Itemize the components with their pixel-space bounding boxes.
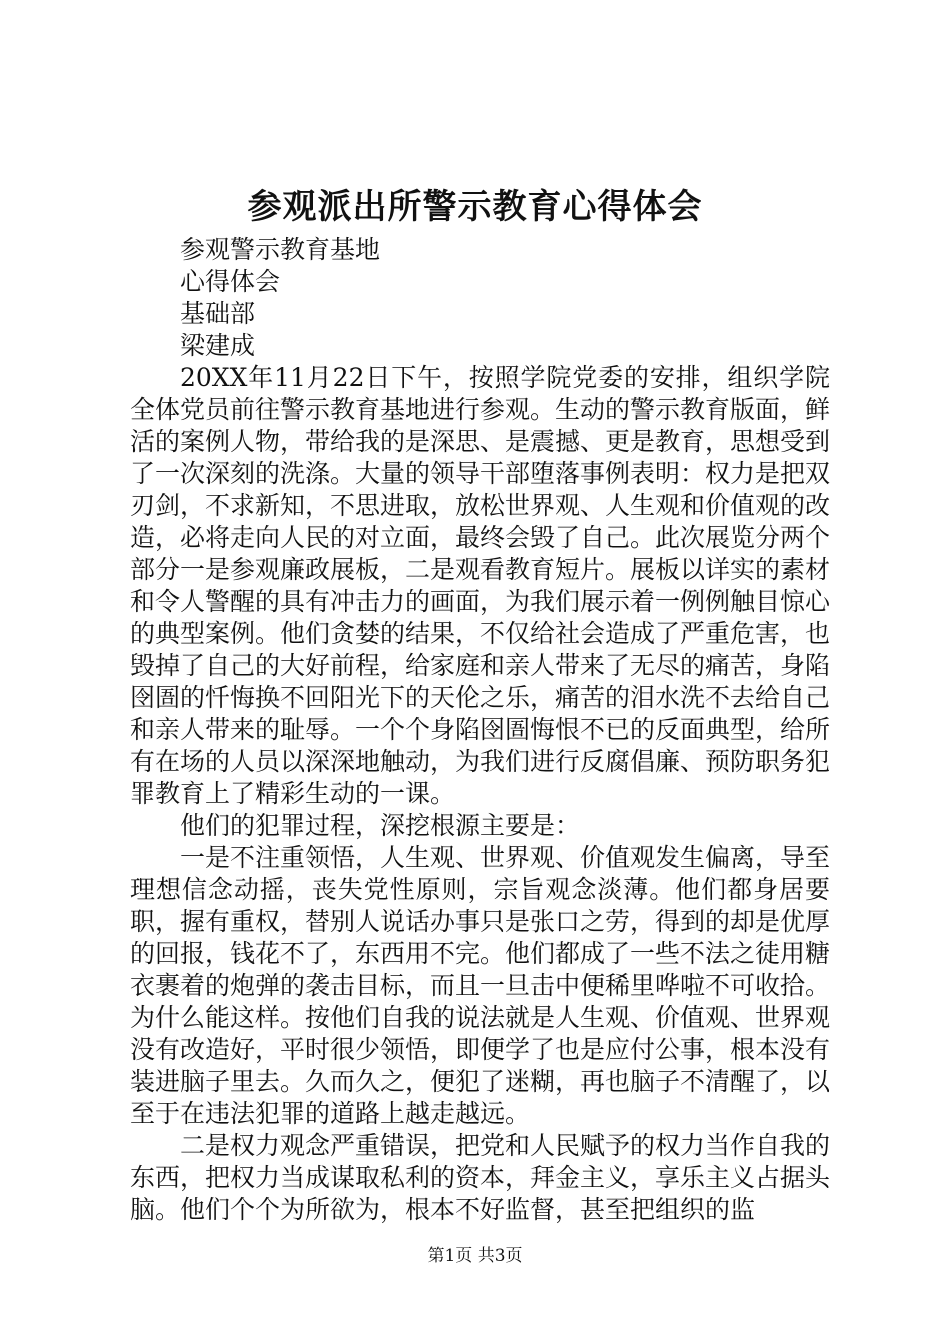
subtitle-line: 参观警示教育基地 (180, 235, 381, 264)
page-footer: 第1页 共3页 (427, 1246, 523, 1266)
author-line: 梁建成 (180, 331, 256, 360)
body-paragraph: 一是不注重领悟，人生观、世界观、价值观发生偏离，导至理想信念动摇，丧失党性原则，宗旨观念淡薄。他们都身居要职，握有重权，替别人说话办事只是张口之劳，得到的却是优厚的回报，钱花不了，东西用不完。他们都成了一些不法之徒用糖衣裹着的炮弹的袭击目标，而且一旦击中便稀里哗啦不可收拾。为什么能这样。按他们自我的说法就是人生观、价值观、世界观没有改造好，平时很少领悟，即便学了也是应付公事，根本没有装进脑子里去。久而久之，便犯了迷糊，再也脑子不清醒了，以至于在违法犯罪的道路上越走越远。 (130, 843, 831, 1128)
page-title: 参观派出所警示教育心得体会 (247, 187, 703, 227)
body-paragraph: 20XX年11月22日下午，按照学院党委的安排，组织学院全体党员前往警示教育基地进行参观。生动的警示教育版面，鲜活的案例人物，带给我的是深思、是震撼、更是教育，思想受到了一次深刻的洗涤。大量的领导干部堕落事例表明：权力是把双刃剑，不求新知，不思进取，放松世界观、人生观和价值观的改造，必将走向人民的对立面，最终会毁了自己。此次展览分两个部分一是参观廉政展板，二是观看教育短片。展板以详实的素材和令人警醒的具有冲击力的画面，为我们展示着一例例触目惊心的典型案例。他们贪婪的结果，不仅给社会造成了严重危害，也毁掉了自己的大好前程，给家庭和亲人带来了无尽的痛苦，身陷囹圄的忏悔换不回阳光下的天伦之乐，痛苦的泪水洗不去给自己和亲人带来的耻辱。一个个身陷囹圄悔恨不已的反面典型，给所有在场的人员以深深地触动，为我们进行反腐倡廉、预防职务犯罪教育上了精彩生动的一课。 (130, 363, 831, 808)
subtitle-line: 心得体会 (180, 267, 281, 296)
body-paragraph: 二是权力观念严重错误，把党和人民赋予的权力当作自我的东西，把权力当成谋取私利的资本，拜金主义，享乐主义占据头脑。他们个个为所欲为，根本不好监督，甚至把组织的监 (130, 1131, 831, 1224)
document-body (130, 234, 830, 1226)
body-paragraph: 他们的犯罪过程，深挖根源主要是： (180, 811, 581, 840)
department-line: 基础部 (180, 299, 256, 328)
